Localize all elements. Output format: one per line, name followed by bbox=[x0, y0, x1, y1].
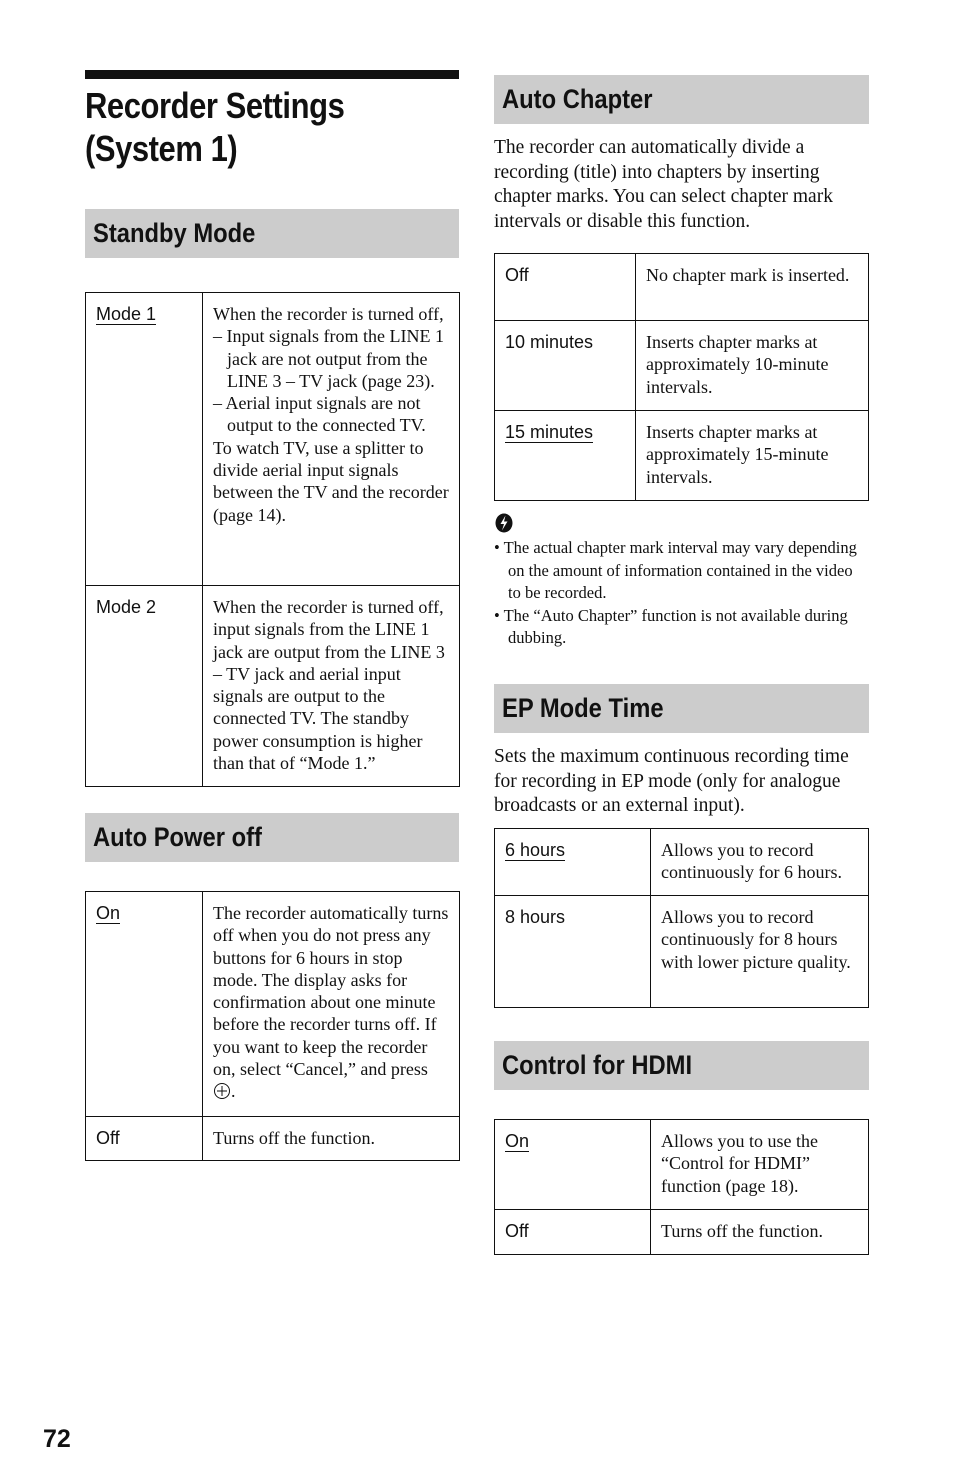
table-row bbox=[495, 321, 869, 411]
option-description: Inserts chapter marks at approximately 10-minute intervals. bbox=[636, 321, 869, 411]
option-key: 15 minutes bbox=[495, 411, 636, 501]
control-for-hdmi-heading: Control for HDMI bbox=[494, 1041, 869, 1090]
auto-chapter-intro: The recorder can automatically divide a recording (title) into chapters by inserting chapter marks. You can select chapter mark intervals or disable this function. bbox=[494, 137, 833, 233]
option-key: Mode 1 bbox=[86, 293, 203, 586]
option-key: Off bbox=[86, 1117, 203, 1161]
option-key: 10 minutes bbox=[495, 321, 636, 411]
option-key: 6 hours bbox=[495, 829, 651, 896]
auto-power-off-table bbox=[85, 891, 460, 1161]
option-description: Turns off the function. bbox=[651, 1210, 869, 1255]
note-item: • The actual chapter mark interval may vary depending on the amount of information contained in the video to be recorded. bbox=[494, 538, 857, 602]
standby-mode-heading: Standby Mode bbox=[85, 209, 459, 258]
table-row bbox=[86, 892, 460, 1117]
ep-mode-time-heading: EP Mode Time bbox=[494, 684, 869, 733]
option-description: No chapter mark is inserted. bbox=[636, 254, 869, 321]
table-row bbox=[495, 896, 869, 1008]
option-key: On bbox=[86, 892, 203, 1117]
table-row bbox=[495, 829, 869, 896]
table-row bbox=[495, 411, 869, 501]
enter-button-icon bbox=[213, 1082, 231, 1100]
page-title-line1: Recorder Settings bbox=[85, 85, 345, 126]
page-title-line2: (System 1) bbox=[85, 128, 238, 169]
table-row bbox=[86, 1117, 460, 1161]
table-row bbox=[495, 1210, 869, 1255]
ep-mode-time-table bbox=[494, 828, 869, 1008]
option-key: Mode 2 bbox=[86, 586, 203, 787]
notes-list bbox=[494, 537, 869, 650]
option-description: Allows you to record continuously for 6 hours. bbox=[651, 829, 869, 896]
table-row bbox=[86, 586, 460, 787]
note-item: • The “Auto Chapter” function is not available during dubbing. bbox=[494, 605, 848, 647]
table-row bbox=[495, 254, 869, 321]
title-rule bbox=[85, 70, 459, 79]
option-description: The recorder automatically turns off when you do not press any buttons for 6 hours in stop mode. The display asks for confirmation about one minute before the recorder turns off. If you want to keep the recorder on, select “Cancel,” and press . bbox=[203, 892, 460, 1117]
table-row bbox=[495, 1120, 869, 1210]
auto-chapter-heading: Auto Chapter bbox=[494, 75, 869, 124]
option-description: Turns off the function. bbox=[203, 1117, 460, 1161]
option-key: On bbox=[495, 1120, 651, 1210]
option-description: When the recorder is turned off, input signals from the LINE 1 jack are output from the LINE 3 – TV jack and aerial input signals are output to the connected TV. The standby power consumption is higher than that of “Mode 1.” bbox=[203, 586, 460, 787]
option-key: 8 hours bbox=[495, 896, 651, 1008]
option-description: Allows you to record continuously for 8 hours with lower picture quality. bbox=[651, 896, 869, 1008]
ep-mode-time-intro: Sets the maximum continuous recording time for recording in EP mode (only for analogue broadcasts or an external input). bbox=[494, 746, 849, 817]
auto-power-off-heading: Auto Power off bbox=[85, 813, 459, 862]
option-key: Off bbox=[495, 254, 636, 321]
table-row bbox=[86, 293, 460, 586]
standby-mode-table bbox=[85, 292, 460, 787]
option-description: Allows you to use the “Control for HDMI” function (page 18). bbox=[651, 1120, 869, 1210]
auto-chapter-table bbox=[494, 253, 869, 501]
control-for-hdmi-table bbox=[494, 1119, 869, 1255]
option-key: Off bbox=[495, 1210, 651, 1255]
option-description: When the recorder is turned off, – Input signals from the LINE 1 jack are not output from the LINE 3 – TV jack (page 23). – Aerial input signals are not output to the connected TV. To watch TV, use a splitter to divide aerial input signals between the TV and the recorder (page 14). bbox=[203, 293, 460, 586]
page-number: 72 bbox=[43, 1425, 71, 1453]
hint-icon bbox=[494, 512, 514, 534]
page-title bbox=[85, 84, 463, 170]
option-description: Inserts chapter marks at approximately 15-minute intervals. bbox=[636, 411, 869, 501]
